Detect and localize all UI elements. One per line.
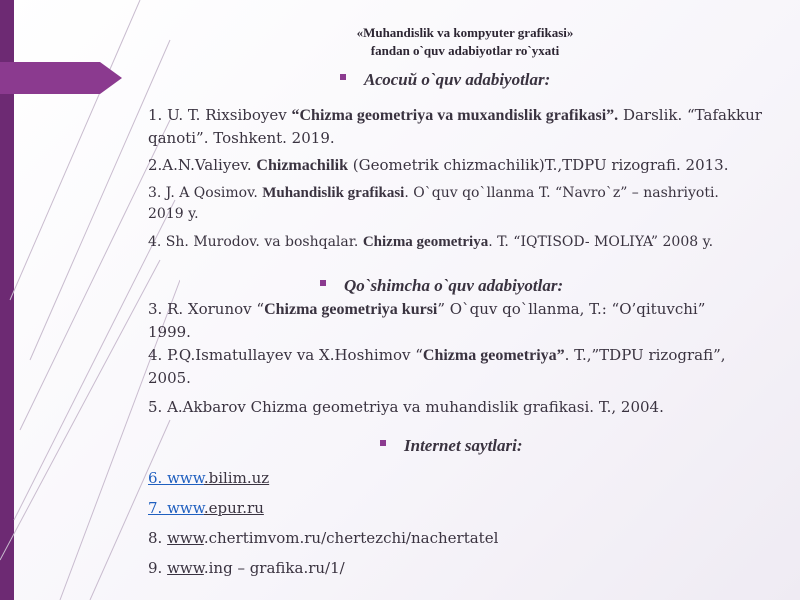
entry-text: . T. “IQTISOD- MOLIYA” 2008 y. bbox=[488, 234, 714, 250]
link-text[interactable]: www bbox=[167, 529, 204, 547]
website-link[interactable] bbox=[148, 497, 788, 520]
link-rest[interactable]: .ing – grafika.ru/1/ bbox=[203, 559, 345, 577]
entry-text: 2.A.N.Valiyev. bbox=[148, 156, 257, 174]
title-line-2: fandan o`quv adabiyotlar ro`yxati bbox=[370, 43, 560, 58]
entry-bold-title: “Chizma geometriya va muxandislik grafikasi”. bbox=[291, 107, 619, 124]
entry-text: Darslik. “Tafakkur qanoti”. Toshkent. 2019. bbox=[148, 106, 762, 147]
section-heading-extra bbox=[320, 276, 563, 296]
list-item bbox=[148, 344, 728, 390]
bullet-icon bbox=[320, 280, 326, 286]
list-item bbox=[148, 298, 708, 344]
website-link[interactable] bbox=[148, 467, 788, 490]
entry-text: 1. U. T. Rixsiboyev bbox=[148, 106, 292, 124]
link-rest[interactable]: .bilim.uz bbox=[203, 469, 270, 487]
section-heading-main-text: Асосий o`quv adabiyotlar: bbox=[364, 70, 551, 89]
page-title bbox=[300, 24, 630, 60]
section-heading-extra-text: Qo`shimcha o`quv adabiyotlar: bbox=[344, 276, 564, 295]
entry-text: . T.,”TDPU rizografi”, 2005. bbox=[148, 346, 726, 387]
section-heading-main bbox=[340, 70, 550, 90]
list-item bbox=[148, 396, 788, 419]
list-item bbox=[148, 232, 788, 253]
entry-text: 4. P.Q.Ismatullayev va X.Hoshimov “ bbox=[148, 346, 423, 364]
entry-bold-title: Chizmachilik bbox=[256, 157, 348, 174]
link-rest[interactable]: .epur.ru bbox=[203, 499, 264, 517]
arrow-shape bbox=[0, 62, 122, 94]
link-text[interactable]: 7. www bbox=[148, 499, 204, 517]
link-text[interactable]: www bbox=[167, 559, 204, 577]
entry-text: 5. A.Akbarov Chizma geometriya va muhandislik grafikasi. T., 2004. bbox=[148, 398, 664, 416]
list-item bbox=[148, 154, 788, 177]
entry-text: 3. R. Xorunov “ bbox=[148, 300, 265, 318]
entry-text: (Geometrik chizmachilik)T.,TDPU rizografi. 2013. bbox=[347, 156, 729, 174]
website-link[interactable] bbox=[148, 557, 788, 580]
entry-text: 4. Sh. Murodov. va boshqalar. bbox=[148, 234, 363, 250]
entry-text: 3. J. A Qosimov. bbox=[148, 185, 263, 201]
link-prefix: 8. bbox=[148, 529, 168, 547]
list-item bbox=[148, 104, 788, 150]
entry-bold-title: Chizma geometriya bbox=[362, 234, 489, 250]
section-heading-internet bbox=[380, 436, 523, 456]
bullet-icon bbox=[340, 74, 346, 80]
list-item bbox=[148, 183, 748, 225]
bullet-icon bbox=[380, 440, 386, 446]
entry-bold-title: Chizma geometriya” bbox=[422, 347, 565, 364]
entry-text: ” O`quv qo`llanma, T.: “O’qituvchi” 1999. bbox=[148, 300, 706, 341]
entry-bold-title: Chizma geometriya kursi bbox=[264, 301, 438, 318]
website-link[interactable] bbox=[148, 527, 788, 550]
link-rest[interactable]: .chertimvom.ru/chertezchi/nachertatel bbox=[203, 529, 499, 547]
link-prefix: 9. bbox=[148, 559, 168, 577]
entry-bold-title: Muhandislik grafikasi bbox=[262, 185, 405, 201]
link-text[interactable]: 6. www bbox=[148, 469, 204, 487]
section-heading-internet-text: Internet saytlari: bbox=[404, 436, 523, 455]
title-line-1: «Muhandislik va kompyuter grafikasi» bbox=[356, 25, 574, 40]
entry-text: . O`quv qo`llanma T. “Navro`z” – nashriyoti. 2019 y. bbox=[148, 185, 719, 222]
